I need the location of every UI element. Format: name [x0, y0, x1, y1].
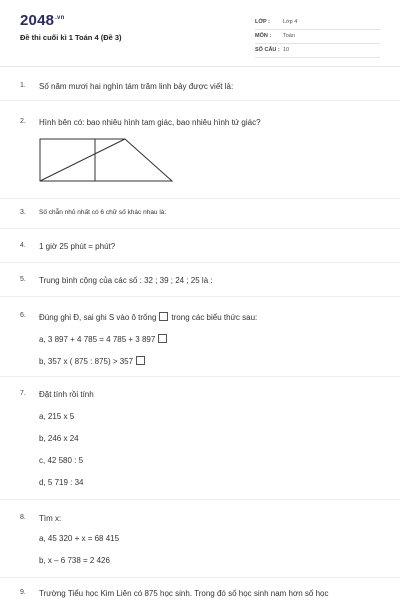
- question-7-part-d: d, 5 719 : 34: [39, 478, 84, 487]
- meta-row-count: [255, 43, 380, 58]
- question-number: 9.: [20, 589, 26, 596]
- exam-title: Đề thi cuối kì 1 Toán 4 (Đề 3): [20, 33, 122, 42]
- site-logo[interactable]: $2048^{.vn}$: [20, 12, 65, 29]
- question-text: Đúng ghi Đ, sai ghi S vào ô trống trong các biểu thức sau:: [39, 313, 258, 322]
- geometry-figure: [38, 137, 174, 183]
- question-number: 4.: [20, 242, 26, 249]
- question-8-part-b: b, x – 6 738 = 2 426: [39, 556, 110, 565]
- meta-value: Lớp 4: [283, 19, 298, 25]
- question-divider: [0, 296, 400, 297]
- question-divider: [0, 228, 400, 229]
- question-text: 1 giờ 25 phút = phút?: [39, 242, 116, 251]
- question-number: 1.: [20, 82, 26, 89]
- question-8-part-a: a, 45 320 + x = 68 415: [39, 534, 120, 543]
- answer-box[interactable]: [136, 356, 145, 365]
- question-text: Số năm mươi hai nghìn tám trăm linh bảy được viết là:: [39, 82, 234, 91]
- question-7-part-c: c, 42 580 : 5: [39, 456, 84, 465]
- header-divider: [0, 66, 400, 67]
- question-divider: [0, 100, 400, 101]
- question-text: Đặt tính rồi tính: [39, 390, 94, 399]
- meta-key: SỐ CÂU :: [255, 47, 280, 53]
- question-number: 7.: [20, 390, 26, 397]
- question-text: Tìm x:: [39, 514, 62, 523]
- meta-row-subject: [255, 29, 380, 44]
- question-divider: [0, 262, 400, 263]
- question-text: Số chẵn nhỏ nhất có 6 chữ số khác nhau là:: [39, 209, 167, 216]
- question-number: 6.: [20, 312, 26, 319]
- question-divider: [0, 499, 400, 500]
- question-divider: [0, 577, 400, 578]
- meta-key: LỚP :: [255, 19, 270, 25]
- question-text: Trường Tiểu học Kim Liên có 875 học sinh. Trong đó số học sinh nam hơn số học: [39, 589, 329, 598]
- question-6-part-b: b, 357 x ( 875 : 875) > 357: [39, 356, 148, 366]
- question-text: Trung bình cộng của các số : 32 ; 39 ; 24 ; 25 là :: [39, 276, 213, 285]
- question-divider: [0, 198, 400, 199]
- meta-row-grade: [255, 15, 380, 30]
- meta-value: Toán: [283, 33, 295, 39]
- question-7-part-a: a, 215 x 5: [39, 412, 75, 421]
- meta-key: MÔN :: [255, 33, 272, 39]
- answer-box[interactable]: [158, 334, 167, 343]
- question-divider: [0, 376, 400, 377]
- answer-box[interactable]: [159, 312, 168, 321]
- question-7-part-b: b, 246 x 24: [39, 434, 79, 443]
- question-number: 5.: [20, 276, 26, 283]
- question-number: 3.: [20, 209, 26, 216]
- meta-value: 10: [283, 47, 290, 53]
- question-number: 2.: [20, 118, 26, 125]
- question-number: 8.: [20, 514, 26, 521]
- question-text: Hình bên có: bao nhiêu hình tam giác, bao nhiêu hình tứ giác?: [39, 118, 261, 127]
- question-6-part-a: a, 3 897 + 4 785 = 4 785 + 3 897: [39, 334, 170, 344]
- exam-header: [0, 0, 400, 62]
